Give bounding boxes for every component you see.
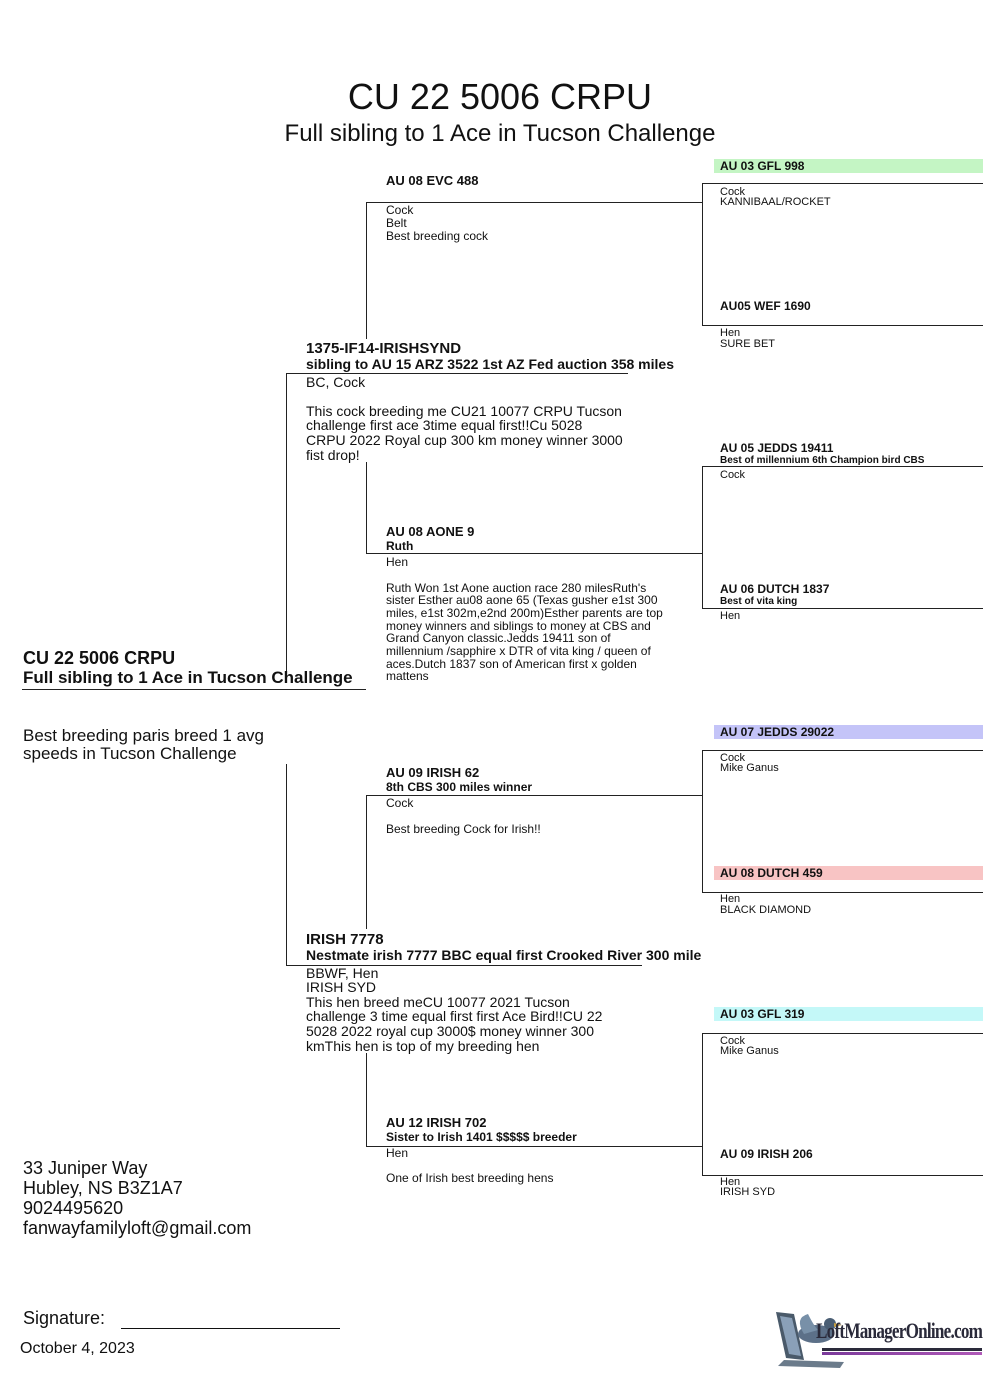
ssd-name: SURE BET [720, 338, 776, 350]
sd-note-line: mattens [386, 669, 429, 683]
ddd-band: AU 09 IRISH 206 [720, 1147, 813, 1161]
subject-tagline: Full sibling to 1 Ace in Tucson Challenge [23, 668, 353, 687]
sire-attrs: BC, Cock [306, 374, 366, 390]
sire-note-line: This cock breeding me CU21 10077 CRPU Tucson [306, 403, 622, 419]
ds-note: Best breeding Cock for Irish!! [386, 822, 541, 836]
dd-bracket [702, 1033, 703, 1175]
dam-tagline: Nestmate irish 7777 BBC equal first Crooked River 300 mile [306, 947, 702, 963]
sds-sex: Cock [720, 469, 746, 481]
page-subtitle: Full sibling to 1 Ace in Tucson Challenge [284, 120, 716, 147]
dss-sex: Cock [720, 752, 746, 764]
sd-note-line: sister Esther au08 aone 65 (Texas gusher e1st 300 [386, 593, 658, 607]
sdd-band: AU 06 DUTCH 1837 [720, 582, 830, 596]
sd-note-line: aces.Dutch 1837 son of American first x golden [386, 657, 637, 671]
dd-sex: Hen [386, 1146, 409, 1160]
ss-band: AU 08 EVC 488 [386, 173, 479, 188]
sire-bracket-bottom [366, 462, 367, 553]
ds-band: AU 09 IRISH 62 [386, 765, 480, 780]
dss-line [702, 750, 983, 751]
logo-underline-accent [822, 1352, 982, 1355]
ss-line-text: Cock [386, 203, 414, 217]
sd-note-line: money winners and siblings to money at CBS and [386, 619, 651, 633]
sd-note-line: millennium /sapphire x DTR of vita king / queen of [386, 644, 651, 658]
ddd-sex: Hen [720, 1176, 741, 1188]
sss-sex: Cock [720, 186, 746, 198]
sd-note-line: miles, e1st 302m,e2nd 200m)Esther parents are top [386, 606, 663, 620]
dd-line [366, 1146, 702, 1147]
contact-address-line: Hubley, NS B3Z1A7 [23, 1178, 183, 1198]
contact-address-line: 33 Juniper Way [23, 1158, 148, 1178]
sire-tagline: sibling to AU 15 ARZ 3522 1st AZ Fed auction 358 miles [306, 356, 674, 372]
ss-line [366, 202, 702, 203]
subject-bracket-top [286, 373, 287, 678]
ssd-line [702, 325, 983, 326]
dam-bracket-bottom [366, 1053, 367, 1146]
dsd-sex: Hen [720, 893, 741, 905]
dam-band: IRISH 7778 [306, 931, 384, 948]
logo-text: LoftManagerOnline.com [816, 1318, 983, 1343]
ss-bracket [702, 183, 703, 325]
sdd-line [702, 608, 983, 609]
sire-band: 1375-IF14-IRISHSYND [306, 340, 462, 357]
dam-attrs: BBWF, Hen [306, 965, 379, 981]
dsd-highlight [714, 866, 983, 880]
dd-tagline: Sister to Irish 1401 $$$$$ breeder [386, 1130, 577, 1144]
dam-note-line: challenge 3 time equal first first Ace Bird!!CU 22 [306, 1008, 603, 1024]
dd-note: One of Irish best breeding hens [386, 1171, 554, 1185]
dds-sex: Cock [720, 1035, 746, 1047]
subject-note-line: Best breeding paris breed 1 avg [23, 726, 264, 745]
dss-highlight [714, 725, 983, 739]
ss-line-text: Belt [386, 216, 407, 230]
ddd-name: IRISH SYD [720, 1186, 776, 1198]
sd-sex: Hen [386, 555, 409, 569]
dam-note-line: kmThis hen is top of my breeding hen [306, 1038, 540, 1054]
sire-note-line: challenge first ace 3time equal first!!Cu 5028 [306, 417, 583, 433]
dds-highlight [714, 1007, 983, 1021]
sd-note-line: Ruth Won 1st Aone auction race 280 milesRuth's [386, 581, 647, 595]
sd-note-line: Grand Canyon classic.Jedds 19411 son of [386, 631, 611, 645]
dds-line [702, 1033, 983, 1034]
ds-line [366, 795, 702, 796]
dsd-line [702, 892, 983, 893]
sire-bracket-top [366, 202, 367, 339]
subject-underline [22, 689, 366, 690]
sss-band: AU 03 GFL 998 [720, 159, 805, 173]
dds-name: Mike Ganus [720, 1045, 779, 1057]
logo-underline [822, 1348, 982, 1351]
page-title: CU 22 5006 CRPU [347, 76, 653, 117]
signature-line [121, 1328, 340, 1329]
subject-band: CU 22 5006 CRPU [23, 648, 176, 668]
sd-tagline: Ruth [386, 539, 414, 553]
sd-bracket [702, 466, 703, 608]
sire-note-line: CRPU 2022 Royal cup 300 km money winner 3000 [306, 432, 623, 448]
dsd-band: AU 08 DUTCH 459 [720, 866, 823, 880]
ds-sex: Cock [386, 796, 414, 810]
dam-name: IRISH SYD [306, 979, 377, 995]
ddd-line [702, 1175, 983, 1176]
contact-email: fanwayfamilyloft@gmail.com [23, 1218, 252, 1238]
dd-band: AU 12 IRISH 702 [386, 1115, 487, 1130]
ssd-sex: Hen [720, 327, 741, 339]
print-date: October 4, 2023 [20, 1340, 135, 1357]
sss-name: KANNIBAAL/ROCKET [720, 196, 831, 208]
logo [774, 1308, 984, 1370]
sds-band: AU 05 JEDDS 19411 [720, 441, 834, 455]
subject-bracket-bottom [286, 764, 287, 966]
sd-band: AU 08 AONE 9 [386, 524, 475, 539]
sds-tagline: Best of millennium 6th Champion bird CBS [720, 455, 925, 466]
ssd-band: AU05 WEF 1690 [720, 299, 811, 313]
sire-note-line: fist drop! [306, 447, 360, 463]
dam-bracket-top [366, 795, 367, 929]
ds-bracket [702, 750, 703, 892]
dds-band: AU 03 GFL 319 [720, 1007, 805, 1021]
sd-line [366, 553, 702, 554]
signature-label: Signature: [23, 1308, 106, 1328]
sdd-sex: Hen [720, 610, 741, 622]
sss-highlight [714, 159, 983, 173]
contact-phone: 9024495620 [23, 1198, 124, 1218]
dam-note-line: This hen breed meCU 10077 2021 Tucson [306, 994, 570, 1010]
ss-line-text: Best breeding cock [386, 229, 489, 243]
subject-note-line: speeds in Tucson Challenge [23, 744, 237, 763]
sdd-tagline: Best of vita king [720, 596, 798, 607]
ds-tagline: 8th CBS 300 miles winner [386, 780, 533, 794]
dsd-name: BLACK DIAMOND [720, 904, 812, 916]
dss-name: Mike Ganus [720, 762, 779, 774]
dam-note-line: 5028 2022 royal cup 3000$ money winner 300 [306, 1023, 594, 1039]
dss-band: AU 07 JEDDS 29022 [720, 725, 835, 739]
sss-line [702, 183, 983, 184]
